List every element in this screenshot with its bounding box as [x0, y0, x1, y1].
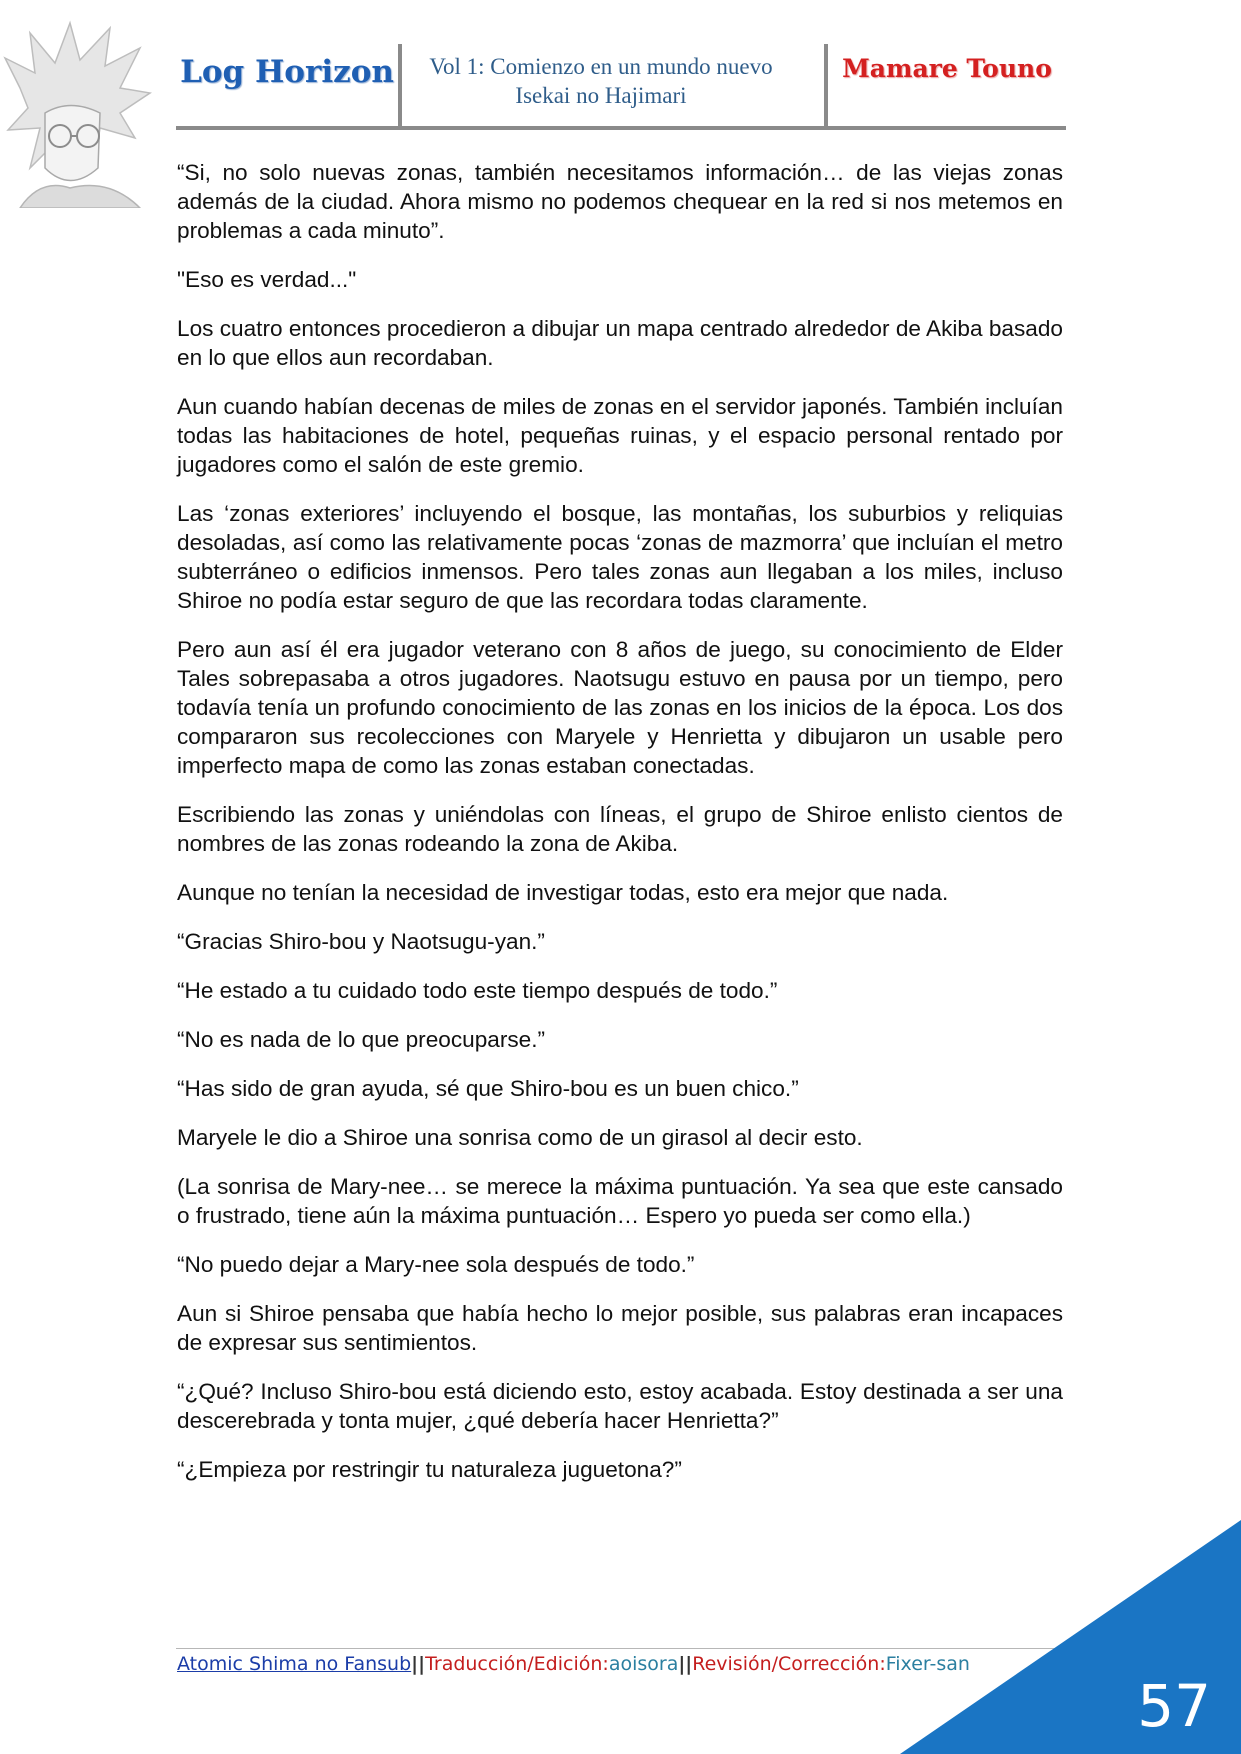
- author-name: Mamare Touno: [842, 54, 1052, 83]
- footer-separator: ||: [411, 1653, 426, 1675]
- paragraph: “¿Qué? Incluso Shiro-bou está diciendo esto, estoy acabada. Estoy destinada a ser una descerebrada y tonta mujer, ¿qué debería hacer Henrietta?”: [177, 1379, 1063, 1433]
- paragraph: Maryele le dio a Shiroe una sonrisa como de un girasol al decir esto.: [177, 1125, 863, 1150]
- book-title: Log Horizon: [180, 54, 394, 90]
- paragraph: Aunque no tenían la necesidad de investigar todas, esto era mejor que nada.: [177, 880, 949, 905]
- translation-credit: aoisora: [608, 1653, 679, 1675]
- paragraph: “¿Empieza por restringir tu naturaleza juguetona?”: [177, 1457, 682, 1482]
- paragraph: “Has sido de gran ayuda, sé que Shiro-bou es un buen chico.”: [177, 1076, 799, 1101]
- paragraph: Aun cuando habían decenas de miles de zonas en el servidor japonés. También incluían todas las habitaciones de hotel, pequeñas ruinas, y el espacio personal rentado por jugadores como el salón de este gremio.: [177, 394, 1063, 477]
- revision-label: Revisión/Corrección:: [692, 1653, 886, 1675]
- chapter-text: [177, 158, 1063, 1504]
- paragraph: “No puedo dejar a Mary-nee sola después de todo.”: [177, 1252, 695, 1277]
- fansub-link[interactable]: Atomic Shima no Fansub: [177, 1653, 412, 1675]
- paragraph: Las ‘zonas exteriores’ incluyendo el bosque, las montañas, los suburbios y reliquias desoladas, así como las relativamente pocas ‘zonas de mazmorra’ que incluían el metro subterráneo o edificios inmensos. Pero tales zonas aun llegaban a los miles, incluso Shiroe no podía estar seguro de que las recordara todas claramente.: [177, 501, 1063, 613]
- paragraph: Escribiendo las zonas y uniéndolas con líneas, el grupo de Shiroe enlisto cientos de nombres de las zonas rodeando la zona de Akiba.: [177, 802, 1063, 856]
- revision-credit: Fixer-san: [885, 1653, 970, 1675]
- volume-line-1: Vol 1: Comienzo en un mundo nuevo: [429, 54, 773, 79]
- paragraph: Pero aun así él era jugador veterano con 8 años de juego, su conocimiento de Elder Tales sobrepasaba a otros jugadores. Naotsugu estuvo en pausa por un tiempo, pero todavía tenía un profundo conocimiento de las zonas en los inicios de la época. Los dos compararon sus recolecciones con Maryele y Henrietta y dibujaron un usable pero imperfecto mapa de como las zonas estaban conectadas.: [177, 637, 1063, 778]
- footer-separator: ||: [678, 1653, 693, 1675]
- paragraph: “Gracias Shiro-bou y Naotsugu-yan.”: [177, 929, 545, 954]
- paragraph: Los cuatro entonces procedieron a dibujar un mapa centrado alrededor de Akiba basado en lo que ellos aun recordaban.: [177, 316, 1063, 370]
- paragraph: (La sonrisa de Mary-nee… se merece la máxima puntuación. Ya sea que este cansado o frustrado, tiene aún la máxima puntuación… Espero yo pueda ser como ella.): [177, 1174, 1063, 1228]
- paragraph: “He estado a tu cuidado todo este tiempo después de todo.”: [177, 978, 778, 1003]
- character-illustration: [0, 18, 160, 208]
- paragraph: “No es nada de lo que preocuparse.”: [177, 1027, 546, 1052]
- paragraph: "Eso es verdad...": [177, 267, 357, 292]
- credits-footer: [177, 1653, 970, 1675]
- page-header: [176, 44, 1066, 130]
- translation-label: Traducción/Edición:: [425, 1653, 609, 1675]
- page-number: 57: [1137, 1672, 1211, 1740]
- volume-title: [402, 52, 800, 110]
- paragraph: Aun si Shiroe pensaba que había hecho lo mejor posible, sus palabras eran incapaces de expresar sus sentimientos.: [177, 1301, 1063, 1355]
- paragraph: “Si, no solo nuevas zonas, también necesitamos información… de las viejas zonas además de la ciudad. Ahora mismo no podemos chequear en la red si nos metemos en problemas a cada minuto”.: [177, 160, 1063, 243]
- volume-line-2: Isekai no Hajimari: [515, 83, 687, 108]
